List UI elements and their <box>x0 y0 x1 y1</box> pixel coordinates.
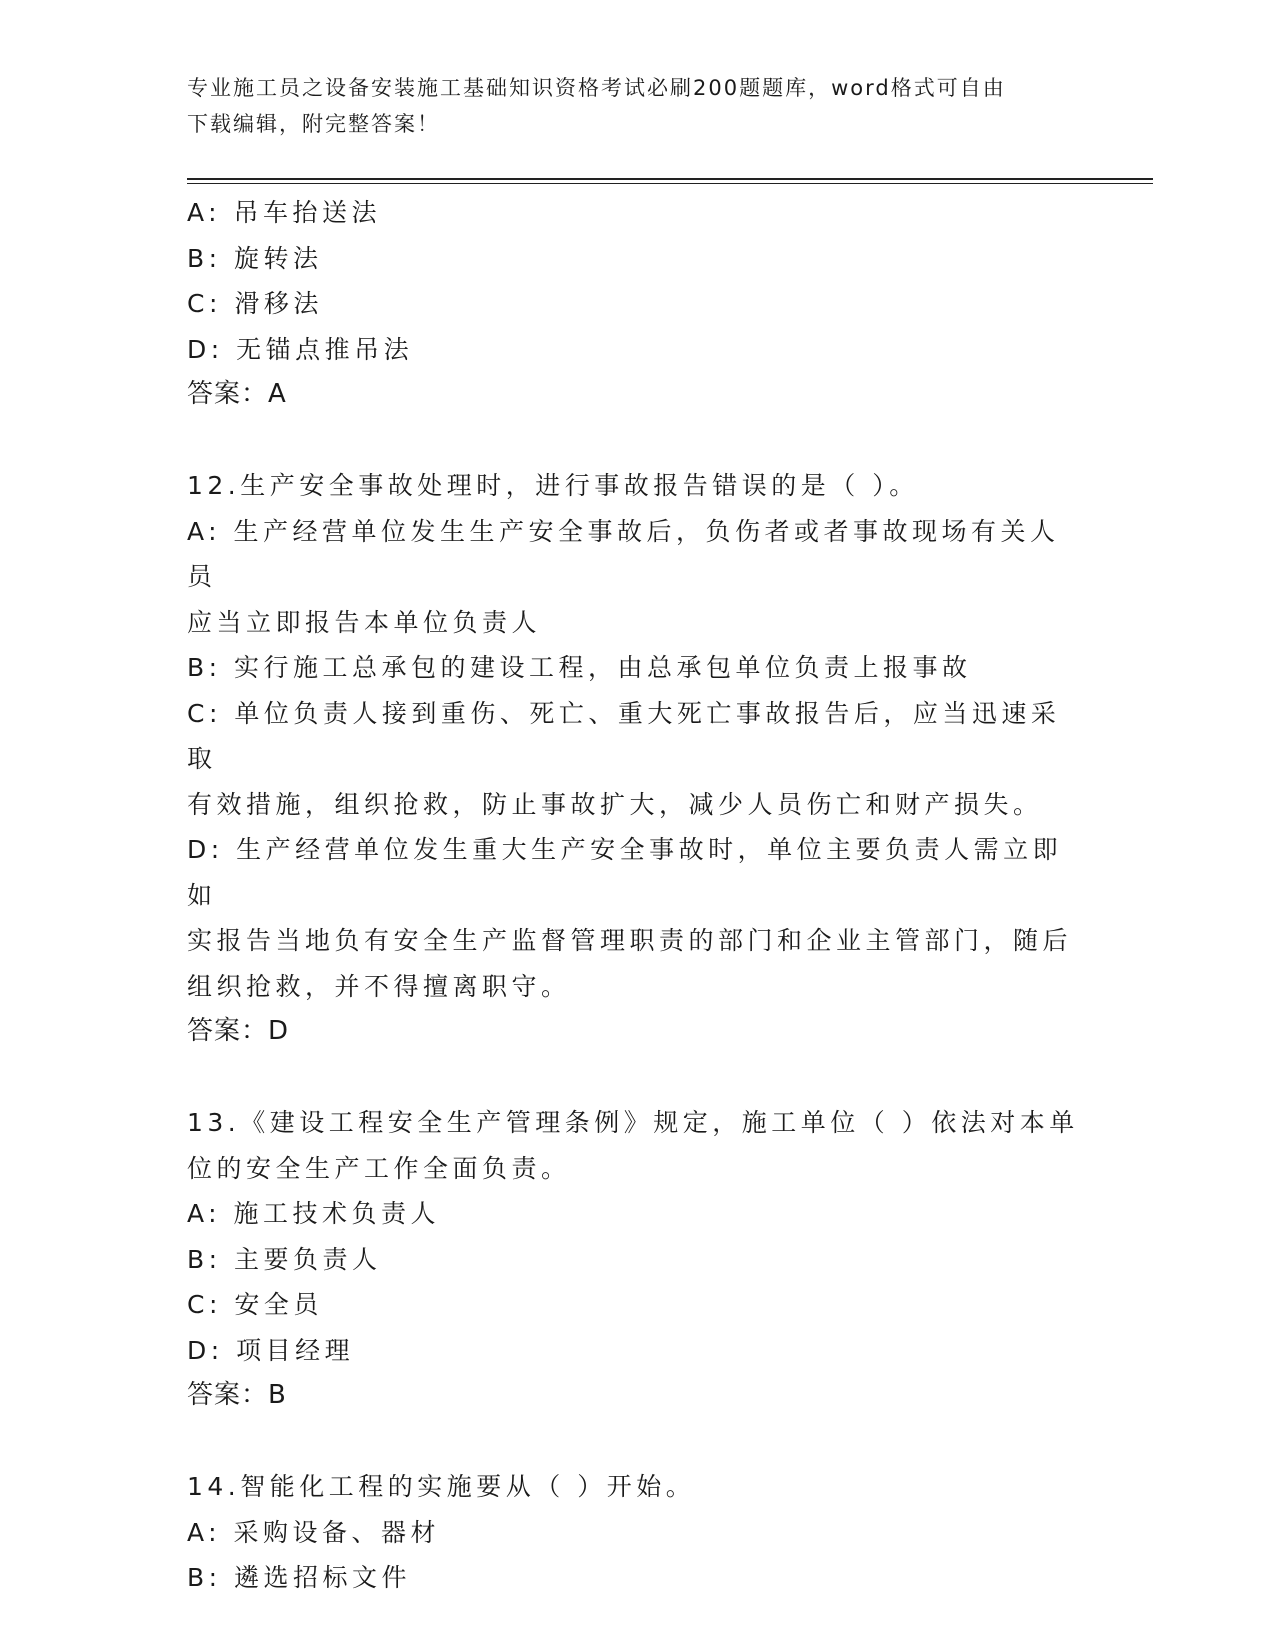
q13-option-b: B: 主要负责人 <box>187 1244 382 1274</box>
q11-option-c: C: 滑移法 <box>187 289 323 318</box>
question-list <box>187 190 1087 1601</box>
header-line-1: 专业施工员之设备安装施工基础知识资格考试必刷200题题库，word格式可自由 <box>187 76 1006 100</box>
header-line-2: 下载编辑，附完整答案！ <box>187 112 440 136</box>
q11-answer: 答案：A <box>187 379 287 409</box>
q14-option-a: A: 采购设备、器材 <box>187 1517 441 1547</box>
header-rule-thick <box>187 178 1153 180</box>
q14-option-b: B: 遴选招标文件 <box>187 1563 412 1592</box>
q14-stem: 14.智能化工程的实施要从（ ）开始。 <box>187 1472 696 1501</box>
q12-option-a-line-1: A: 生产经营单位发生生产安全事故后，负伤者或者事故现场有关人员 <box>187 516 1060 591</box>
q13-option-c: C: 安全员 <box>187 1290 323 1319</box>
q13-answer: 答案：B <box>187 1380 287 1410</box>
spacer <box>187 1055 1087 1101</box>
q12-option-d-line-1: D: 生产经营单位发生重大生产安全事故时，单位主要负责人需立即如 <box>187 835 1063 910</box>
q13-stem-line-2: 位的安全生产工作全面负责。 <box>187 1153 571 1183</box>
q12-option-b: B: 实行施工总承包的建设工程，由总承包单位负责上报事故 <box>187 653 972 682</box>
q11-option-d: D: 无锚点推吊法 <box>187 334 414 364</box>
q12-option-d-line-3: 组织抢救，并不得擅离职守。 <box>187 971 571 1001</box>
q12-option-c-line-1: C: 单位负责人接到重伤、死亡、重大死亡事故报告后，应当迅速采取 <box>187 698 1061 773</box>
q13-stem-line-1: 13.《建设工程安全生产管理条例》规定，施工单位（ ）依法对本单 <box>187 1108 1079 1137</box>
q12-option-c-line-2: 有效措施，组织抢救，防止事故扩大，减少人员伤亡和财产损失。 <box>187 789 1043 819</box>
q11-option-b: B: 旋转法 <box>187 243 323 273</box>
spacer <box>187 418 1087 464</box>
spacer <box>187 1419 1087 1465</box>
header-rule-thin <box>187 183 1153 184</box>
q12-option-a-line-2: 应当立即报告本单位负责人 <box>187 607 542 637</box>
q12-stem: 12.生产安全事故处理时，进行事故报告错误的是（ ）。 <box>187 471 919 500</box>
q13-option-a: A: 施工技术负责人 <box>187 1199 441 1228</box>
q12-answer: 答案：D <box>187 1016 290 1046</box>
document-header <box>187 70 1067 142</box>
q12-option-d-line-2: 实报告当地负有安全生产监督管理职责的部门和企业主管部门，随后 <box>187 926 1073 955</box>
q13-option-d: D: 项目经理 <box>187 1335 355 1365</box>
q11-option-a: A: 吊车抬送法 <box>187 198 382 227</box>
